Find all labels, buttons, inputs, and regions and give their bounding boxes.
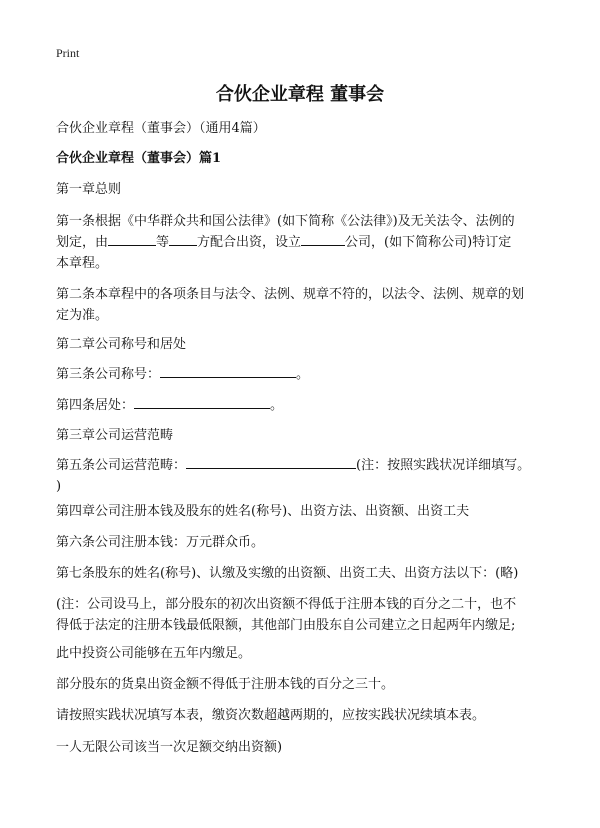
capital-note-line-2: 得低于法定的注册本钱最低限额，其他部门由股东自公司建立之日起两年内缴足; [56, 618, 516, 633]
party-blank-1[interactable] [108, 232, 156, 246]
section-heading: 合伙企业章程（董事会）篇1 [56, 151, 222, 166]
article-4 [56, 395, 552, 416]
article-1-line-3: 本章程。 [56, 256, 109, 271]
paragraph-single-shareholder: 一人无限公司该当一次足额交纳出资额) [56, 740, 283, 755]
article-3-label: 第三条公司称号： [56, 367, 161, 382]
article-5-line-1 [56, 455, 552, 476]
article-5-line-2: ) [56, 479, 62, 494]
company-name-field[interactable] [160, 364, 296, 378]
paragraph-currency: 部分股东的货臬出资金额不得低于注册本钱的百分之三十。 [56, 677, 395, 692]
subtitle: 合伙企业章程（董事会）（通用4篇） [56, 121, 266, 136]
article-1-text-b: 等 [156, 235, 170, 250]
article-1-line-2 [56, 232, 552, 253]
article-7: 第七条股东的姓名(称号)、认缴及实缴的出资额、出资工夫、出资方法以下：(略) [56, 566, 519, 581]
article-1-text-d: 公司，(如下简称公司)特订定 [345, 235, 512, 250]
article-4-label: 第四条居处： [56, 398, 135, 413]
capital-note-line-1: (注：公司设马上，部分股东的初次出资额不得低于注册本钱的百分之二十，也不 [56, 597, 517, 612]
chapter-4-heading: 第四章公司注册本钱及股东的姓名(称号)、出资方法、出资额、出资工夫 [56, 504, 470, 519]
article-1-line-1: 第一条根据《中华群众共和国公法律》(如下简称《公法律》)及无关法令、法例的 [56, 214, 515, 229]
chapter-2-heading: 第二章公司称号和居处 [56, 337, 187, 352]
address-field[interactable] [134, 395, 270, 409]
company-name-blank[interactable] [301, 232, 345, 246]
print-label[interactable]: Print [56, 46, 80, 60]
article-3 [56, 364, 552, 385]
article-3-end: 。 [296, 367, 310, 382]
article-2-line-1: 第二条本章程中的各项条目与法令、法例、规章不符的，以法令、法例、规章的划 [56, 287, 525, 302]
chapter-3-heading: 第三章公司运营范畴 [56, 428, 174, 443]
article-5-label: 第五条公司运营范畴： [56, 458, 187, 473]
article-5-note: (注：按照实践状况详细填写。 [356, 458, 531, 473]
party-blank-2[interactable] [169, 232, 197, 246]
paragraph-fill-instruction: 请按照实践状况填写本表，缴资次数超越两期的，应按实践状况续填本表。 [56, 708, 486, 723]
business-scope-field[interactable] [186, 455, 356, 469]
article-4-end: 。 [270, 398, 284, 413]
article-6: 第六条公司注册本钱：万元群众币。 [56, 535, 265, 550]
article-1-text-a: 划定，由 [56, 235, 109, 250]
page-title: 合伙企业章程 董事会 [215, 84, 385, 105]
chapter-1-heading: 第一章总则 [56, 182, 122, 197]
article-2-line-2: 定为准。 [56, 308, 109, 323]
paragraph-investment: 此中投资公司能够在五年内缴足。 [56, 646, 252, 661]
article-1-text-c: 方配合出资，设立 [197, 235, 302, 250]
